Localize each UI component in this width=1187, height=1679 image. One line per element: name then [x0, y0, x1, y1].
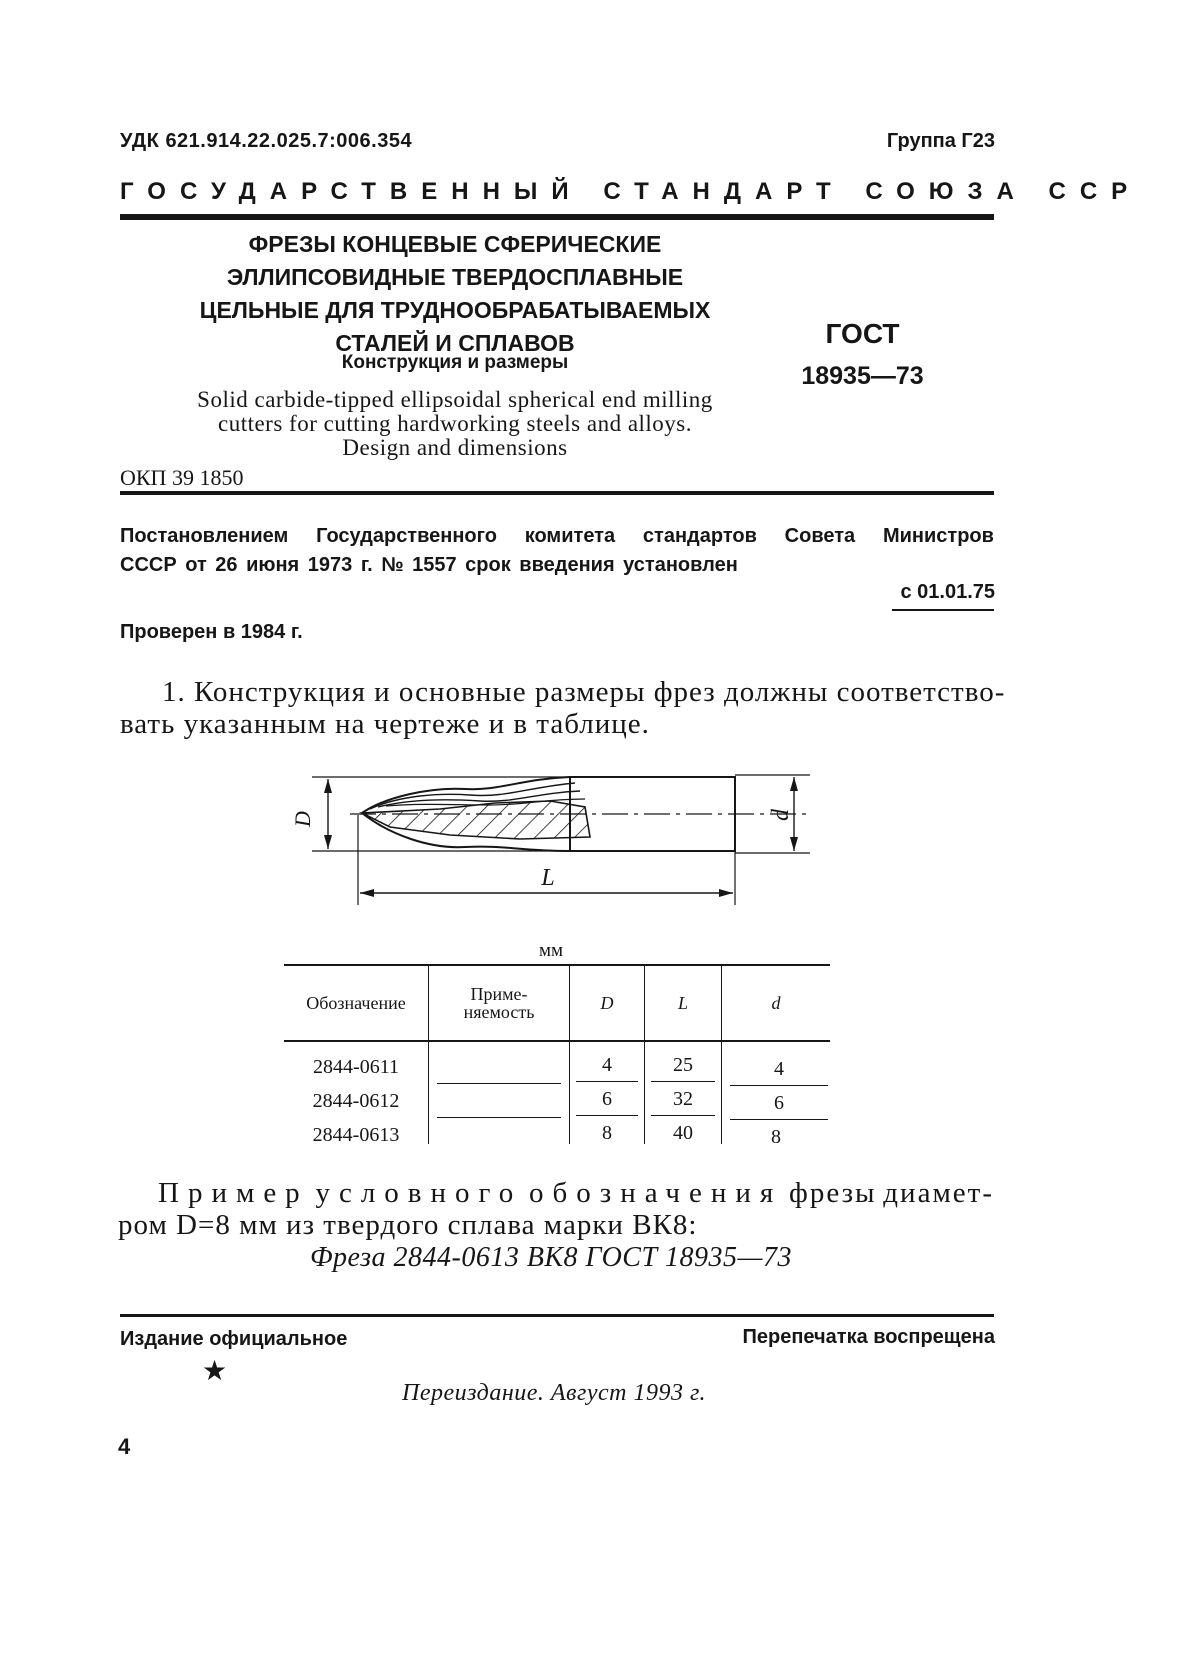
decree-word: Государственного — [316, 525, 497, 547]
column-D — [569, 1042, 644, 1144]
example-word: условного — [315, 1177, 523, 1209]
title-line-4: СТАЛЕЙ И СПЛАВОВ — [335, 330, 575, 356]
row-1-d: 4 — [730, 1052, 828, 1086]
title-block — [110, 228, 800, 360]
gost-number: 18935—73 — [801, 362, 924, 390]
decree-word: Министров — [882, 525, 994, 547]
label-D: D — [290, 811, 315, 827]
row-2-d: 6 — [730, 1086, 828, 1120]
column-designation — [284, 1042, 428, 1144]
example-line-2: ром D=8 мм из твердого сплава марки ВК8: — [118, 1209, 698, 1241]
introduction-date: с 01.01.75 — [900, 581, 995, 603]
footer-rule — [120, 1314, 994, 1317]
clause-1-line-1: 1. Конструкция и основные размеры фрез должны соответство- — [162, 676, 1006, 708]
star-icon: ★ — [202, 1354, 228, 1387]
table-unit: мм — [539, 940, 564, 961]
row-1-applicability — [437, 1050, 561, 1084]
header-designation: Обозначение — [306, 992, 406, 1013]
decree-word: комитета — [524, 525, 616, 547]
row-2-applicability — [437, 1084, 561, 1118]
decree-line-1 — [120, 525, 994, 548]
state-standard-banner: ГОСУДАРСТВЕННЫЙ СТАНДАРТ СОЮЗА ССР — [120, 178, 1142, 205]
header-applicability — [428, 966, 569, 1040]
title-line-3: ЦЕЛЬНЫЕ ДЛЯ ТРУДНООБРАБАТЫВАЕМЫХ — [199, 297, 711, 323]
example-word: диамет- — [883, 1177, 994, 1209]
row-1-D: 4 — [576, 1048, 638, 1082]
reprint-notice: Перепечатка воспрещена — [742, 1326, 995, 1348]
group-code: Группа Г23 — [886, 130, 995, 152]
row-3-D: 8 — [602, 1122, 612, 1144]
table-body — [284, 1042, 830, 1148]
row-2-D: 6 — [576, 1082, 638, 1116]
example-designation: Фреза 2844-0613 ВК8 ГОСТ 18935—73 — [310, 1242, 792, 1273]
subtitle: Конструкция и размеры — [341, 352, 569, 373]
english-line-2: cutters for cutting hardworking steels and alloys. — [217, 411, 693, 436]
arrow-L-right — [719, 889, 733, 897]
arrow-up — [324, 779, 332, 793]
english-line-3: Design and dimensions — [342, 435, 568, 460]
decree-word: Совета — [784, 525, 856, 547]
header-applicability-2: няемость — [463, 1002, 535, 1022]
row-3-L: 40 — [673, 1122, 693, 1144]
arrow-d-down — [790, 837, 798, 851]
column-L — [644, 1042, 721, 1144]
example-word: фрезы — [789, 1177, 877, 1209]
decree-word: Постановлением — [120, 525, 289, 547]
table-header-row — [284, 964, 830, 1042]
title-bottom-rule — [120, 491, 994, 495]
date-underline — [892, 609, 994, 611]
arrow-down — [324, 835, 332, 849]
row-3-d: 8 — [771, 1126, 781, 1148]
dimensions-table — [284, 964, 830, 1148]
gost-label: ГОСТ — [825, 318, 900, 349]
decree-word: стандартов — [642, 525, 757, 547]
example-line-1 — [158, 1177, 994, 1210]
checked-note: Проверен в 1984 г. — [120, 621, 303, 643]
column-applicability — [428, 1042, 569, 1144]
clause-1-line-2: вать указанным на чертеже и в таблице. — [120, 708, 650, 740]
page-number: 4 — [118, 1434, 131, 1459]
header-d: d — [721, 966, 830, 1040]
title-line-2: ЭЛЛИПСОВИДНЫЕ ТВЕРДОСПЛАВНЫЕ — [226, 264, 684, 290]
arrow-L-left — [360, 889, 374, 897]
row-2-designation: 2844-0612 — [312, 1090, 400, 1112]
example-word: Пример — [158, 1177, 309, 1209]
english-title — [110, 388, 800, 460]
row-3-designation: 2844-0613 — [312, 1124, 400, 1146]
label-d: d — [768, 809, 794, 821]
cutter-drawing — [290, 765, 830, 915]
row-1-L: 25 — [651, 1048, 715, 1082]
label-L: L — [541, 865, 555, 891]
udk-code: УДК 621.914.22.025.7:006.354 — [120, 130, 413, 152]
header-L: L — [644, 966, 721, 1040]
row-2-L: 32 — [651, 1082, 715, 1116]
row-1-designation: 2844-0611 — [313, 1056, 399, 1078]
english-line-1: Solid carbide-tipped ellipsoidal spherical end milling — [197, 387, 713, 412]
banner-rule — [120, 214, 994, 220]
reissue-note: Переиздание. Август 1993 г. — [402, 1380, 707, 1406]
column-d — [721, 1042, 830, 1148]
title-line-1: ФРЕЗЫ КОНЦЕВЫЕ СФЕРИЧЕСКИЕ — [248, 231, 662, 257]
okp-code: ОКП 39 1850 — [120, 465, 244, 490]
arrow-d-up — [790, 777, 798, 791]
header-D: D — [569, 966, 644, 1040]
decree-line-2: СССР от 26 июня 1973 г. № 1557 срок введения установлен — [120, 554, 738, 576]
header-applicability-1: Приме- — [470, 984, 528, 1004]
official-edition: Издание официальное — [120, 1328, 348, 1350]
example-word: обозначения — [528, 1177, 783, 1209]
